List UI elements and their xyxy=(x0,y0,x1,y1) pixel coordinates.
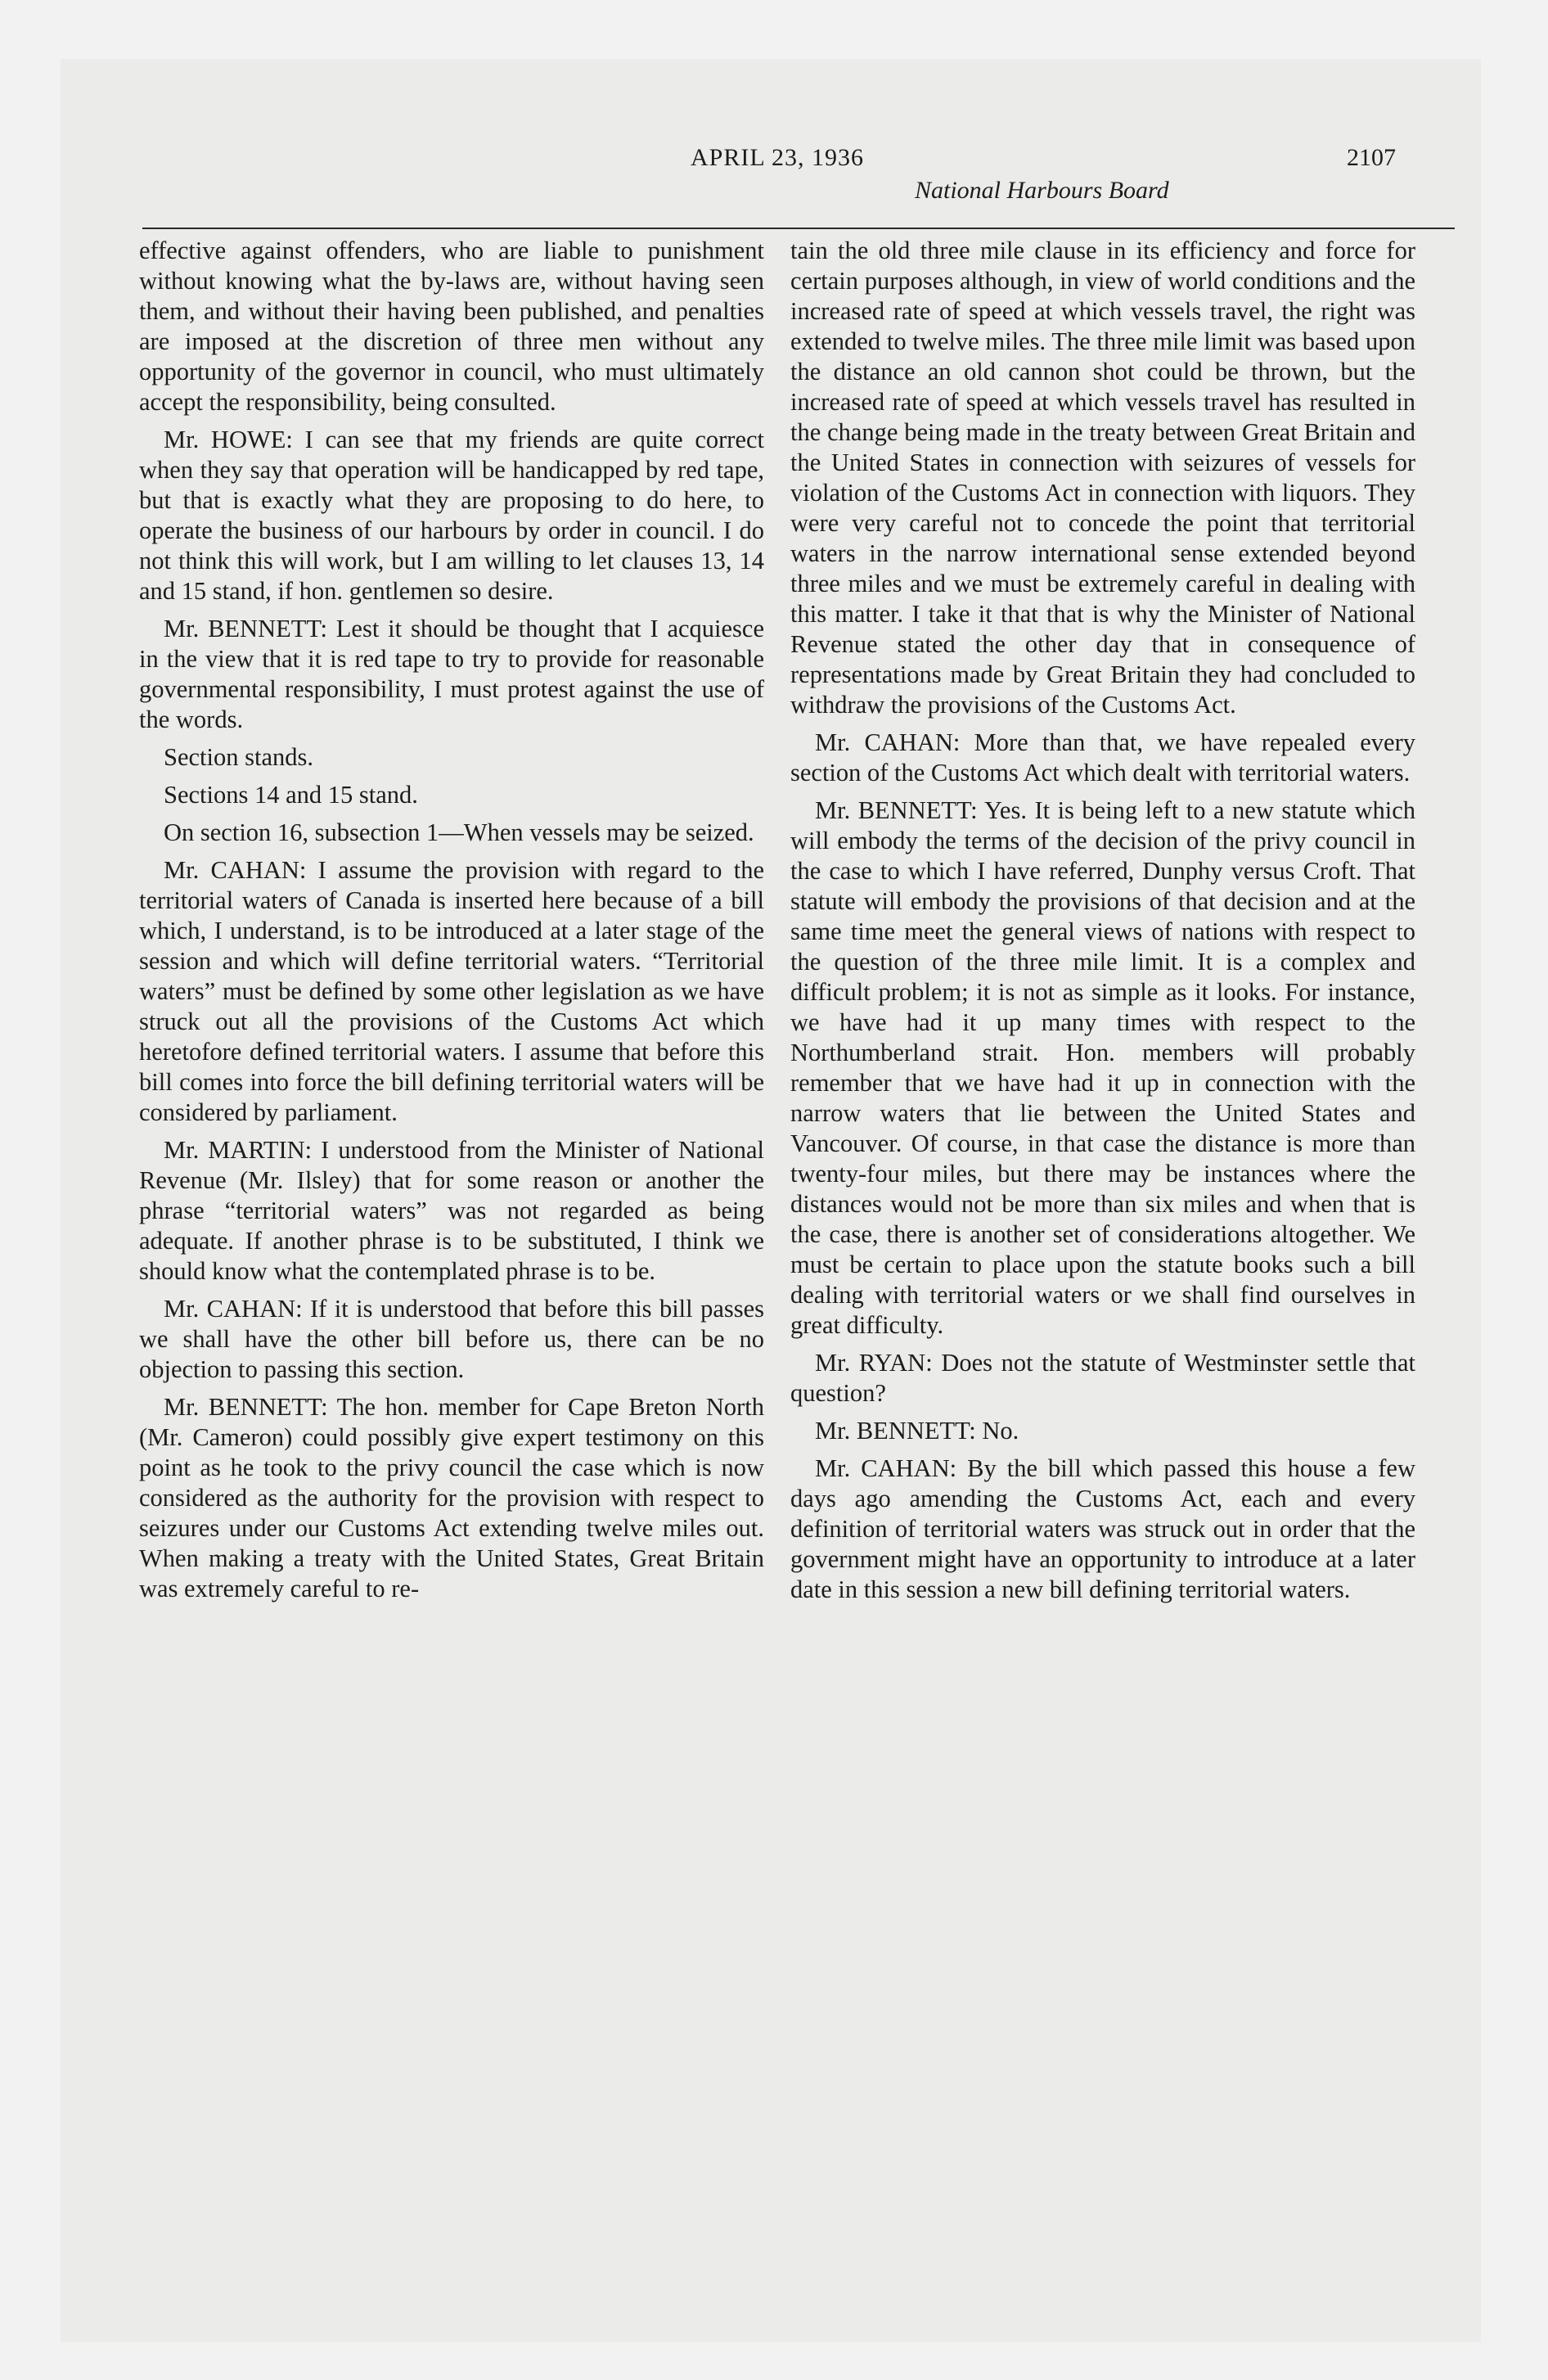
paragraph: On section 16, subsection 1—When vessels may be seized. xyxy=(164,818,754,846)
page-header xyxy=(61,144,1481,226)
paragraph: Mr. MARTIN: I understood from the Minister of National Revenue (Mr. Ilsley) that for some reason or another the phrase “territorial waters” was not regarded as being adequate. If another phrase is to be substituted, I think we should know what the contemplated phrase is to be. xyxy=(139,1136,764,1285)
paragraph: Mr. CAHAN: If it is understood that before this bill passes we shall have the other bill before us, there can be no objection to passing this section. xyxy=(139,1295,764,1383)
paragraph: Mr. CAHAN: I assume the provision with regard to the territorial waters of Canada is inserted here because of a bill which, I understand, is to be introduced at a later stage of the session and which will define territorial waters. “Territorial waters” must be defined by some other legislation as we have struck out all the provisions of the Customs Act which heretofore defined territorial waters. I assume that before this bill comes into force the bill defining territorial waters will be considered by parliament. xyxy=(139,856,764,1126)
paragraph: Mr. BENNETT: No. xyxy=(815,1417,1019,1445)
paragraph: Mr. BENNETT: The hon. member for Cape Breton North (Mr. Cameron) could possibly give expert testimony on this point as he took to the privy council the case which is now considered as the authority for the provision with respect to seizures under our Customs Act extending twelve miles out. When making a treaty with the United States, Great Britain was extremely careful to re- xyxy=(139,1393,764,1602)
hansard-page xyxy=(61,59,1481,2342)
page-number: 2107 xyxy=(1347,144,1396,171)
paragraph: Mr. BENNETT: Yes. It is being left to a new statute which will embody the terms of the decision of the privy council in the case to which I have referred, Dunphy versus Croft. That statute will embody the provisions of that decision and at the same time meet the general views of nations with respect to the question of the three mile limit. It is a complex and difficult problem; it is not as simple as it looks. For instance, we have had it up many times with respect to the Northumberland strait. Hon. members will probably remember that we have had it up in connection with the narrow waters that lie between the United States and Vancouver. Of course, in that case the distance is more than twenty-four miles, but there may be instances where the distances would not be more than six miles and when that is the case, there is another set of considerations altogether. We must be certain to place upon the statute books such a bill dealing with territorial waters or we shall find ourselves in great difficulty. xyxy=(790,796,1415,1339)
left-column xyxy=(139,236,764,1611)
paragraph: Mr. CAHAN: By the bill which passed this house a few days ago amending the Customs Act, each and every definition of territorial waters was struck out in order that the government might have an opportunity to introduce at a later date in this session a new bill defining territorial waters. xyxy=(790,1454,1415,1603)
paragraph: tain the old three mile clause in its efficiency and force for certain purposes although, in view of world conditions and the increased rate of speed at which vessels travel, the right was extended to twelve miles. The three mile limit was based upon the distance an old cannon shot could be thrown, but the increased rate of speed at which vessels travel has resulted in the change being made in the treaty between Great Britain and the United States in connection with seizures of vessels for violation of the Customs Act in connection with liquors. They were very careful not to concede the point that territorial waters in the narrow international sense extended beyond three miles and we must be extremely careful in dealing with this matter. I take it that that is why the Minister of National Revenue stated the other day that in consequence of representations made by Great Britain they had concluded to withdraw the provisions of the Customs Act. xyxy=(790,237,1415,719)
header-date: APRIL 23, 1936 xyxy=(691,144,865,171)
paragraph: Section stands. xyxy=(164,743,313,771)
paragraph: Mr. CAHAN: More than that, we have repealed every section of the Customs Act which dealt with territorial waters. xyxy=(790,728,1415,787)
paragraph: Mr. RYAN: Does not the statute of Westminster settle that question? xyxy=(790,1349,1415,1407)
header-rule xyxy=(142,228,1455,229)
paragraph: effective against offenders, who are liable to punishment without knowing what the by-laws are, without having seen them, and without their having been published, and penalties are imposed at the discretion of three men without any opportunity of the governor in council, who must ultimately accept the responsibility, being consulted. xyxy=(139,237,764,416)
right-column xyxy=(790,236,1415,1612)
paragraph: Mr. HOWE: I can see that my friends are quite correct when they say that operation will be handicapped by red tape, but that is exactly what they are proposing to do here, to operate the business of our harbours by order in council. I do not think this will work, but I am willing to let clauses 13, 14 and 15 stand, if hon. gentlemen so desire. xyxy=(139,426,764,605)
paragraph: Mr. BENNETT: Lest it should be thought that I acquiesce in the view that it is red tape to try to provide for reasonable governmental responsibility, I must protest against the use of the words. xyxy=(139,615,764,733)
header-section-title: National Harbours Board xyxy=(915,177,1169,204)
paragraph: Sections 14 and 15 stand. xyxy=(164,781,418,809)
